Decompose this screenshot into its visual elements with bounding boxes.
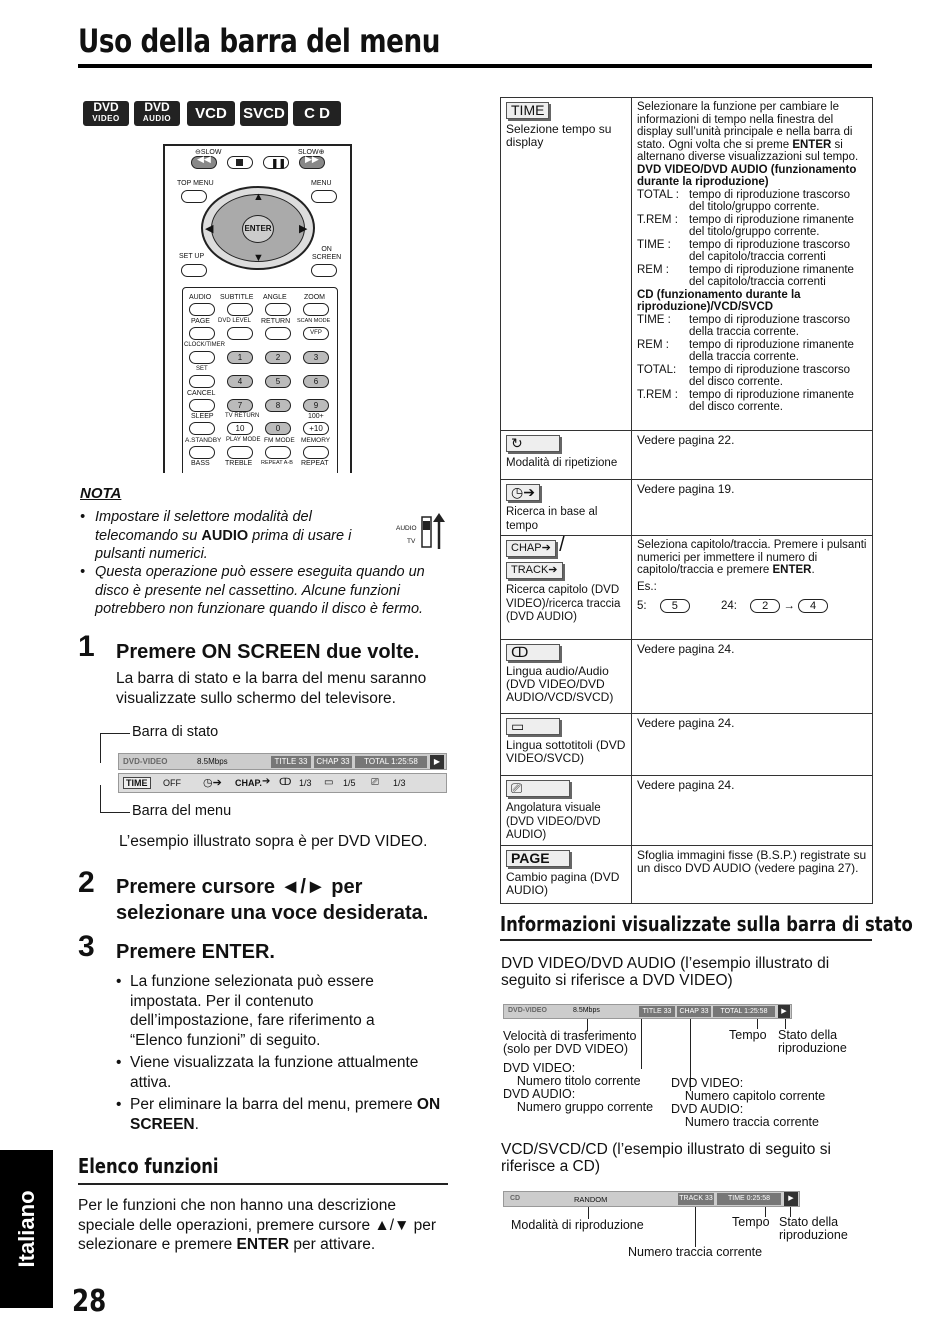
cancel-label: CANCEL (187, 390, 216, 397)
cd-intro: VCD/SVCD/CD (l’esempio illustrato di seguito si riferisce a CD) (501, 1141, 831, 1175)
dvd-total-indicator: TOTAL 1:25:58 (713, 1006, 775, 1017)
angle-label: ANGLE (263, 294, 287, 301)
step-3-bullet-3: • Per eliminare la barra del menu, premere ON SCREEN. (116, 1096, 441, 1133)
status-bar-label: Barra di stato (132, 724, 219, 740)
set-up-button (181, 264, 207, 277)
play-state-icon: ▶ (430, 755, 444, 769)
time-icon: TIME (506, 102, 549, 119)
timesearch-cell (501, 480, 632, 536)
menu-button (311, 190, 337, 203)
repeat-icon: ↻ (506, 435, 560, 452)
audio-button (189, 303, 215, 316)
step-3-bullet-2: • Viene visualizzata la funzione attualmente attiva. (116, 1054, 419, 1091)
mode-switch-icon (420, 513, 446, 551)
step-1-heading: Premere ON SCREEN due volte. (116, 641, 420, 663)
sleep-button (189, 422, 215, 435)
repeat-description: Vedere pagina 22. (632, 431, 873, 480)
dvd-heading: DVD VIDEO/DVD AUDIO (funzionamento durante la riproduzione) (637, 163, 857, 188)
return-label: RETURN (261, 318, 291, 325)
num-button-10: 10 (227, 422, 253, 435)
cancel-button (189, 399, 215, 412)
figure-caption: L’esempio illustrato sopra è per DVD VIDEO. (119, 833, 428, 850)
cd-item-rem: REM : tempo di riproduzione rimanente della traccia corrente. (637, 338, 854, 363)
num-button-2: 2 (265, 351, 291, 364)
menu-label: MENU (311, 180, 332, 187)
dvd-state-label: Stato della riproduzione (778, 1028, 847, 1055)
on-screen-button (311, 264, 337, 277)
chapter-cell (501, 536, 632, 640)
language-tab-label: Italiano (13, 1190, 39, 1268)
angle-button (265, 303, 291, 316)
slow-left-label: ⊖SLOW (195, 149, 222, 156)
time-description: Selezionare la funzione per cambiare le informazioni di tempo nella finestra del display sull’unità principale e nella barra di stato. Ogni volta che si preme ENTER si alternano diverse visualizzazioni sul tempo. DVD VIDEO/DVD AUDIO (funzionamento durante la riproduzione) TOTAL : tempo di riproduzione trascorso del titolo/gruppo corrente. T.REM : tempo di riproduzione rimanente del titolo/gruppo corrente. TIME : tempo di riproduzione trascorso del capitolo/traccia correnti REM : tempo di riproduzione rimanente del capitolo/traccia correnti CD (funzionamento durante la riproduzione)/VCD/SVCD TIME : tempo di riproduzione trascorso della traccia corrente. REM : tempo di riproduzione rimanente della traccia corrente. TOTAL: tempo di riproduzione trascorso del disco corrente. T.REM : tempo di riproduzione rimanente del disco corrente. (632, 98, 873, 431)
page-title: Uso della barra del menu (78, 22, 441, 60)
example-label: Es.: (637, 580, 657, 593)
table-row (501, 431, 873, 480)
enter-button: ENTER (242, 215, 274, 243)
cd-play-icon: ▶ (784, 1192, 798, 1206)
treble-label: TREBLE (225, 460, 253, 467)
clock-timer-label: CLOCK/TIMER (184, 342, 226, 348)
elenco-text: Per le funzioni che non hanno una descrizione speciale delle operazioni, premere cursore ▲/▼ per selezionare e premere ENTER per attivare. (78, 1197, 437, 1253)
dvd-level-label: DVD LEVEL (218, 318, 252, 324)
repeat-ab-label: REPEAT A-B (261, 460, 293, 466)
step-2-number: 2 (78, 866, 95, 899)
num-button-plus10: +10 (303, 422, 329, 435)
cd-time-indicator: TIME 0:25:58 (717, 1193, 781, 1205)
set-label: SET (196, 366, 208, 372)
badge-cd: C D (293, 101, 341, 126)
audio-menu-icon: ↀ (279, 777, 292, 788)
table-row (501, 845, 873, 903)
dvd-title-indicator: TITLE 33 (639, 1006, 675, 1017)
status-bar-example (118, 753, 447, 770)
track-icon: TRACK➔ (506, 562, 563, 579)
dvd-item-total: TOTAL : tempo di riproduzione trascorso del titolo/gruppo corrente. (637, 188, 851, 213)
track-pointer (695, 1207, 696, 1247)
subtitle-button (227, 303, 253, 316)
fm-mode-label: FM MODE (264, 437, 295, 444)
stop-icon (227, 156, 253, 169)
step-3-bullet-1: • La funzione selezionata può essere impostata. Per il contenuto dell’impostazione, fare riferimento a “Elenco funzioni” di seguito. (116, 973, 375, 1049)
step-3-number: 3 (78, 930, 95, 963)
audio-cell (501, 640, 632, 714)
step-1-number: 1 (78, 630, 95, 663)
table-row (501, 98, 873, 431)
title-group-label: DVD VIDEO: Numero titolo corrente DVD AUDIO: Numero gruppo corrente (503, 1061, 654, 1114)
subtitle-label: Lingua sottotitoli (DVD VIDEO/SVCD) (506, 738, 626, 765)
example-row: 5: 5 24: 2 → 4 (637, 599, 867, 613)
chapter-label: Ricerca capitolo (DVD VIDEO)/ricerca traccia (DVD AUDIO) (506, 584, 621, 623)
zoom-button (303, 303, 329, 316)
dvd-rate-indicator: 8.5Mbps (573, 1007, 600, 1014)
num-button-9: 9 (303, 399, 329, 412)
chap-slash: / (559, 534, 565, 556)
memory-label: MEMORY (301, 437, 331, 444)
rewind-icon: ◀◀ (191, 156, 217, 169)
badge-svcd: SVCD (240, 101, 288, 126)
time-search-icon: ◷➔ (203, 777, 222, 789)
memory-button (303, 446, 329, 459)
cd-mode-label: Modalità di riproduzione (511, 1218, 644, 1232)
random-indicator: RANDOM (574, 1195, 608, 1204)
bass-label: BASS (191, 460, 210, 467)
num-button-0: 0 (265, 422, 291, 435)
angle-label: Angolatura visuale (DVD VIDEO/DVD AUDIO) (506, 802, 601, 841)
dvd-chap-indicator: CHAP 33 (677, 1006, 711, 1017)
zoom-label: ZOOM (304, 294, 325, 301)
info-rule (500, 939, 872, 941)
time-cell (501, 98, 632, 431)
badge-vcd: VCD (187, 101, 235, 126)
cd-item-total: TOTAL: tempo di riproduzione trascorso del disco corrente. (637, 363, 851, 388)
play-mode-label: PLAY MODE (226, 437, 261, 443)
standby-label: A.STANDBY (185, 437, 222, 444)
left-arrow-icon: ◀ (205, 223, 214, 235)
table-row (501, 640, 873, 714)
right-arrow-icon: ▶ (299, 223, 308, 235)
repeat-label: Modalità di ripetizione (506, 457, 618, 469)
menu-bar-pointer (100, 812, 130, 813)
audio-language-icon: ↀ (506, 644, 560, 661)
repeat-label: REPEAT (301, 460, 329, 467)
dvd-play-icon: ▶ (778, 1005, 790, 1018)
timesearch-description: Vedere pagina 19. (632, 480, 873, 536)
rate-label: Velocità di trasferimento (solo per DVD VIDEO) (503, 1029, 637, 1056)
sleep-label: SLEEP (191, 413, 214, 420)
play-mode-button (227, 446, 253, 459)
step-1-text: La barra di stato e la barra del menu saranno visualizzate sullo schermo del televisore. (116, 670, 427, 707)
page-icon: PAGE (506, 850, 570, 867)
chap-menu-icon: CHAP. (235, 778, 262, 788)
audio-label: Lingua audio/Audio (DVD VIDEO/DVD AUDIO/VCD/SVCD) (506, 664, 614, 704)
elenco-title: Elenco funzioni (78, 1154, 219, 1178)
num-button-3: 3 (303, 351, 329, 364)
dvd-time-label: Tempo (729, 1028, 767, 1042)
info-title: Informazioni visualizzate sulla barra di stato (500, 912, 913, 936)
time-label: Selezione tempo su display (506, 122, 612, 149)
chap-icon: CHAP➔ (506, 540, 556, 557)
chap-arrow-icon: ➔ (262, 776, 271, 787)
down-arrow-icon: ▼ (253, 252, 264, 264)
subtitle-menu-icon: ▭ (324, 777, 334, 788)
fm-mode-button (265, 446, 291, 459)
remote-control-illustration (163, 144, 352, 473)
fast-forward-icon: ▶▶ (299, 156, 325, 169)
pause-icon: ❚❚ (263, 156, 289, 169)
badge-dvd-audio: DVD AUDIO (134, 101, 180, 126)
time-search-icon: ◷➔ (506, 484, 540, 501)
chapter-track-label: DVD VIDEO: Numero capitolo corrente DVD AUDIO: Numero traccia corrente (671, 1076, 826, 1129)
dvd-status-bar (503, 1004, 792, 1019)
mode-indicator: DVD-VIDEO (123, 757, 168, 766)
num-button-1: 1 (227, 351, 253, 364)
num-button-4: 4 (227, 375, 253, 388)
return-button (265, 327, 291, 340)
cd-item-time: TIME : tempo di riproduzione trascorso della traccia corrente. (637, 313, 851, 338)
cd-mode-indicator: CD (510, 1195, 521, 1202)
num-button-8: 8 (265, 399, 291, 412)
audio-description: Vedere pagina 24. (632, 640, 873, 714)
dvd-item-trem: T.REM : tempo di riproduzione rimanente del titolo/gruppo corrente. (637, 213, 854, 238)
angle-menu-value: 1/3 (393, 778, 406, 788)
cd-heading: CD (funzionamento durante la riproduzione)/VCD/SVCD (637, 288, 801, 313)
time-off-value: OFF (163, 778, 181, 788)
subtitle-menu-value: 1/5 (343, 778, 356, 788)
elenco-rule (78, 1183, 448, 1185)
audio-menu-value: 1/3 (299, 778, 312, 788)
switch-audio-label: AUDIO (396, 525, 417, 532)
table-row (501, 536, 873, 640)
nota-item-1: • Impostare il selettore modalità del telecomando su AUDIO prima di usare i pulsanti numerici. (80, 509, 352, 562)
chapter-indicator: CHAP 33 (314, 756, 352, 768)
subtitle-icon: ▭ (506, 718, 560, 735)
dvd-item-rem: REM : tempo di riproduzione rimanente del capitolo/traccia correnti (637, 263, 854, 288)
num-button-5: 5 (265, 375, 291, 388)
slow-right-label: SLOW⊕ (298, 149, 325, 156)
table-row (501, 714, 873, 776)
subtitle-cell (501, 714, 632, 776)
page-label: PAGE (191, 318, 210, 325)
table-row (501, 776, 873, 846)
hundred-label: 100+ (308, 413, 324, 420)
step-3-heading: Premere ENTER. (116, 941, 275, 963)
dvd-item-time: TIME : tempo di riproduzione trascorso del capitolo/traccia correnti (637, 238, 851, 263)
set-button (189, 375, 215, 388)
top-menu-label: TOP MENU (177, 180, 214, 187)
title-rule (78, 64, 872, 68)
dvd-intro: DVD VIDEO/DVD AUDIO (l’esempio illustrato di seguito si riferisce a DVD VIDEO) (501, 955, 830, 989)
step-2-heading: Premere cursore ◄/► per selezionare una voce desiderata. (116, 876, 429, 924)
scan-mode-label: SCAN MODE (297, 318, 331, 324)
subtitle-label: SUBTITLE (220, 294, 254, 301)
nota-heading: NOTA (80, 485, 122, 502)
status-bar-pointer-v (100, 733, 101, 763)
tv-return-label: TV RETURN (225, 413, 260, 419)
vfp-button: VFP (303, 327, 329, 340)
menu-bar-example (118, 773, 447, 793)
angle-cell (501, 776, 632, 846)
top-menu-button (181, 190, 207, 203)
angle-menu-icon: ⎚ (371, 777, 379, 788)
subtitle-description: Vedere pagina 24. (632, 714, 873, 776)
cd-state-label: Stato della riproduzione (779, 1215, 848, 1242)
nota-item-2: • Questa operazione può essere eseguita quando un disco è presente nel cassettino. Alcune funzioni potrebbero non funzionare quando il disco è fermo. (80, 564, 425, 617)
cd-status-bar (503, 1191, 800, 1207)
status-bar-pointer (100, 733, 130, 734)
page-button (189, 327, 215, 340)
switch-tv-label: TV (407, 538, 416, 545)
chapter-description: Seleziona capitolo/traccia. Premere i pulsanti numerici per immettere il numero di capitolo/traccia e premere ENTER. Es.: 5: 5 24: 2 → 4 (632, 536, 873, 640)
cd-track-indicator: TRACK 33 (678, 1193, 714, 1205)
badge-dvd-video: DVD VIDEO (83, 101, 129, 126)
page-description: Sfoglia immagini fisse (B.S.P.) registrate su un disco DVD AUDIO (vedere pagina 27). (632, 845, 873, 903)
page-number: 28 (72, 1284, 107, 1319)
repeat-cell (501, 431, 632, 480)
menu-bar-label: Barra del menu (132, 803, 232, 819)
clock-timer-button (189, 351, 215, 364)
dvd-level-button (227, 327, 253, 340)
num-button-7: 7 (227, 399, 253, 412)
bitrate-indicator: 8.5Mbps (197, 757, 228, 766)
set-up-label: SET UP (179, 253, 205, 260)
dvd-mode-indicator: DVD-VIDEO (508, 1007, 547, 1014)
page-label: Cambio pagina (DVD AUDIO) (506, 869, 620, 897)
time-menu-icon: TIME (123, 777, 151, 789)
standby-button (189, 446, 215, 459)
page-cell (501, 845, 632, 903)
menu-bar-pointer-v (100, 785, 101, 813)
audio-label: AUDIO (189, 294, 212, 301)
up-arrow-icon: ▲ (253, 191, 264, 203)
cd-item-trem: T.REM : tempo di riproduzione rimanente del disco corrente. (637, 388, 854, 413)
total-time-indicator: TOTAL 1:25:58 (355, 756, 427, 768)
cd-track-label: Numero traccia corrente (628, 1245, 763, 1259)
title-indicator: TITLE 33 (271, 756, 311, 768)
num-button-6: 6 (303, 375, 329, 388)
timesearch-label: Ricerca in base al tempo (506, 506, 598, 532)
angle-icon: ⎚ (506, 780, 570, 797)
on-screen-label: ON SCREEN (312, 246, 342, 261)
cd-time-label: Tempo (732, 1215, 770, 1229)
angle-description: Vedere pagina 24. (632, 776, 873, 846)
table-row (501, 480, 873, 536)
function-table (500, 97, 873, 904)
